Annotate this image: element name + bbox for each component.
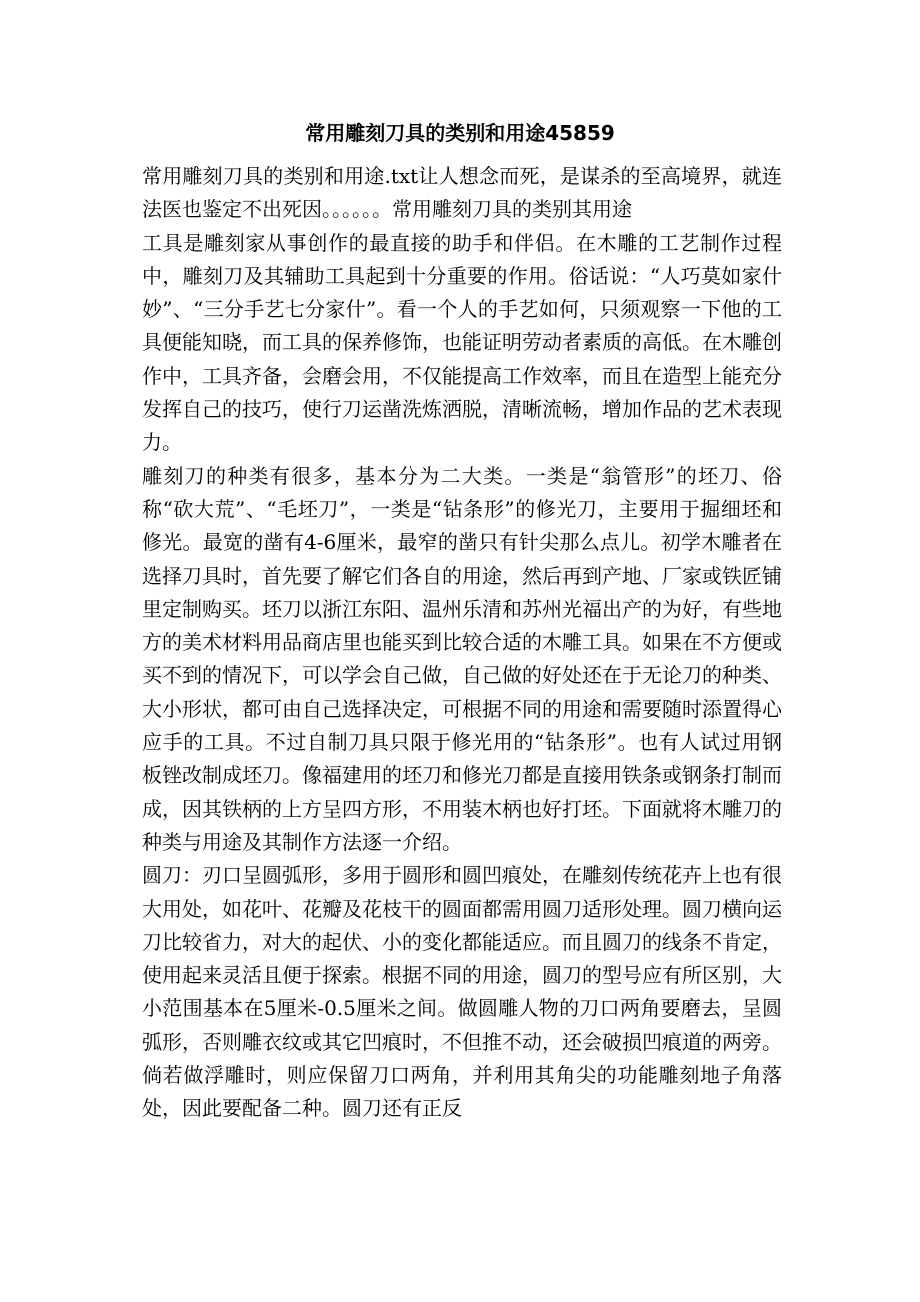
paragraph-tools: 工具是雕刻家从事创作的最直接的助手和伴侣。在木雕的工艺制作过程中，雕刻刀及其辅助工具起到十分重要的作用。俗话说：“人巧莫如家什妙”、“三分手艺七分家什”。看一个人的手艺如何，只须观察一下他的工具便能知晓，而工具的保养修饰，也能证明劳动者素质的高低。在木雕创作中，工具齐备，会磨会用，不仅能提高工作效率，而且在造型上能充分发挥自己的技巧，使行刀运凿洗炼洒脱，清晰流畅，增加作品的艺术表现力。	[142, 230, 782, 455]
document-body	[142, 160, 782, 1126]
document-title: 常用雕刻刀具的类别和用途45859	[305, 121, 615, 145]
paragraph-types: 雕刻刀的种类有很多，基本分为二大类。一类是“翁管形”的坯刀、俗称“砍大荒”、“毛坯刀”，一类是“钻条形”的修光刀，主要用于掘细坯和修光。最宽的凿有4-6厘米，最窄的凿只有针尖那么点儿。初学木雕者在选择刀具时，首先要了解它们各自的用途，然后再到产地、厂家或铁匠铺里定制购买。坯刀以浙江东阳、温州乐清和苏州光福出产的为好，有些地方的美术材料用品商店里也能买到比较合适的木雕工具。如果在不方便或买不到的情况下，可以学会自己做，自己做的好处还在于无论刀的种类、大小形状，都可由自己选择决定，可根据不同的用途和需要随时添置得心应手的工具。不过自制刀具只限于修光用的“钻条形”。也有人试过用钢板锉改制成坯刀。像福建用的坯刀和修光刀都是直接用铁条或钢条打制而成，因其铁柄的上方呈四方形，不用装木柄也好打坯。下面就将木雕刀的种类与用途及其制作方法逐一介绍。	[142, 463, 782, 854]
paragraph-round-knife: 圆刀：刃口呈圆弧形，多用于圆形和圆凹痕处，在雕刻传统花卉上也有很大用处，如花叶、花瓣及花枝干的圆面都需用圆刀适形处理。圆刀横向运刀比较省力，对大的起伏、小的变化都能适应。而且圆刀的线条不肯定，使用起来灵活且便于探索。根据不同的用途，圆刀的型号应有所区别，大小范围基本在5厘米-0.5厘米之间。做圆雕人物的刀口两角要磨去，呈圆弧形，否则雕衣纹或其它凹痕时，不但推不动，还会破损凹痕道的两旁。倘若做浮雕时，则应保留刀口两角，并利用其角尖的功能雕刻地子角落处，因此要配备二种。圆刀还有正反	[142, 863, 782, 1121]
paragraph-intro: 常用雕刻刀具的类别和用途.txt让人想念而死，是谋杀的至高境界，就连法医也鉴定不出死因。。。。。。常用雕刻刀具的类别其用途	[142, 164, 782, 222]
